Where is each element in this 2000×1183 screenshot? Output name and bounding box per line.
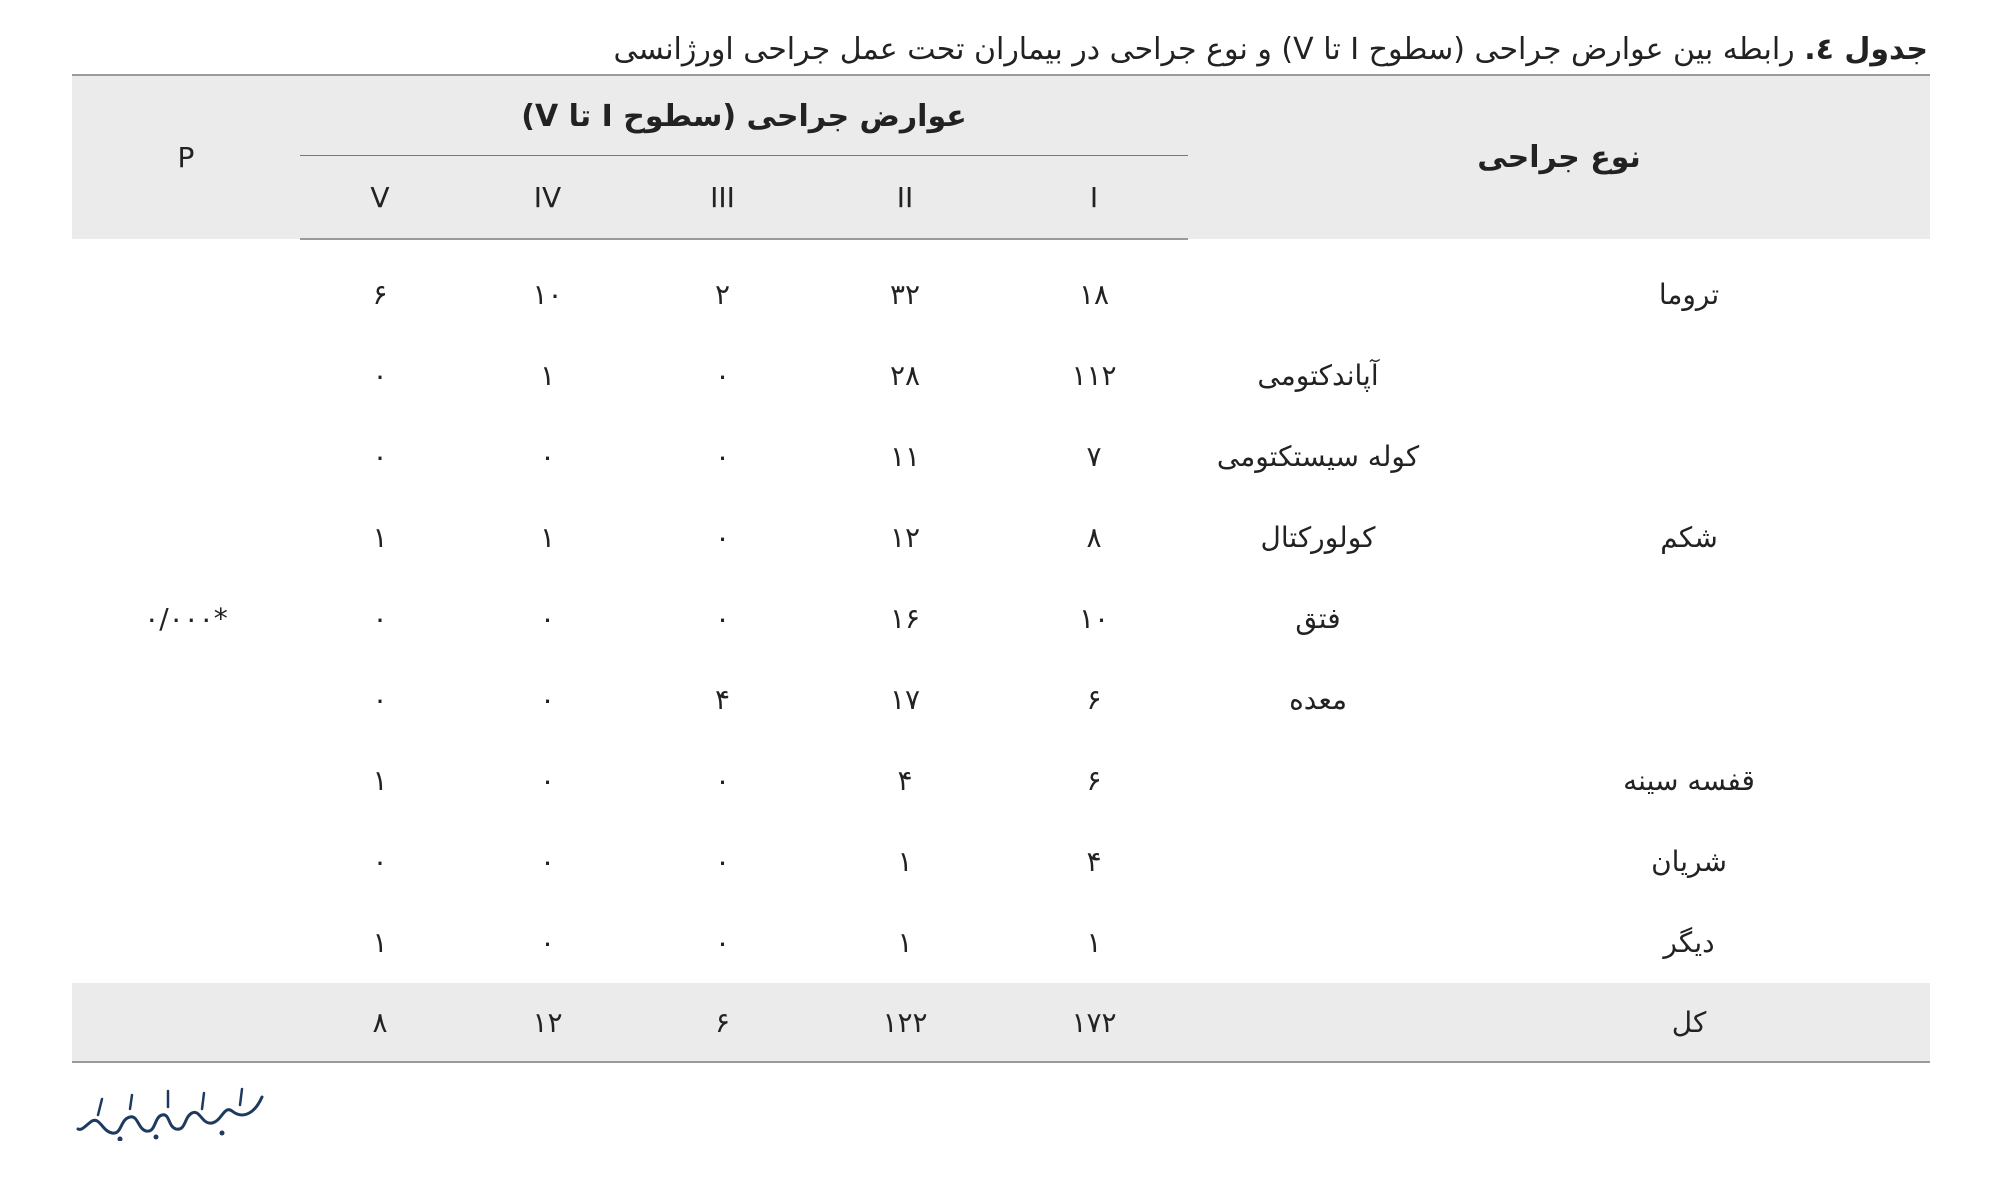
cell-i: ۶ <box>1086 683 1102 716</box>
cell-iv: ۰ <box>539 764 556 797</box>
total-iii: ۶ <box>635 983 810 1062</box>
cell-v: ۰ <box>372 683 388 716</box>
cell-i: ۴ <box>1086 845 1102 878</box>
cell-ii: ۳۲ <box>889 278 921 311</box>
category-cell <box>1448 578 1930 659</box>
total-i: ۱۷۲ <box>1000 983 1188 1062</box>
cell-ii: ۱۲ <box>889 521 921 554</box>
subcategory-cell: آپاندکتومی <box>1257 359 1379 392</box>
cell-iii: ۰ <box>714 926 731 959</box>
cell-iv: ۱ <box>539 359 556 392</box>
table-row <box>72 821 1930 902</box>
results-table <box>72 74 1930 1063</box>
cell-i: ۶ <box>1086 764 1102 797</box>
category-cell <box>1448 416 1930 497</box>
group-underline <box>300 155 1188 156</box>
cell-iii: ۰ <box>714 521 731 554</box>
logo-dot <box>220 1131 225 1136</box>
cell-ii: ۱۱ <box>889 440 921 473</box>
logo-stroke-accent <box>98 1089 242 1115</box>
subcategory-cell <box>1188 821 1448 902</box>
subcategory-cell <box>1188 740 1448 821</box>
results-table-wrapper <box>72 74 1930 1063</box>
total-label: کل <box>1448 983 1930 1062</box>
cell-iii: ۰ <box>714 440 731 473</box>
p-value-cell: ۰/۰۰۰* <box>144 601 228 635</box>
cell-ii: ۱ <box>897 845 913 878</box>
category-cell: شکم <box>1660 521 1718 554</box>
category-cell: قفسه سینه <box>1623 764 1755 797</box>
table-caption <box>68 28 1928 72</box>
cell-ii: ۱ <box>897 926 913 959</box>
level-header-ii: II <box>810 156 1000 239</box>
cell-v: ۰ <box>372 602 388 635</box>
cell-v: ۱ <box>372 521 388 554</box>
cell-iii: ۰ <box>714 845 731 878</box>
journal-logo-signature <box>72 1075 272 1141</box>
level-header-v: V <box>300 156 460 239</box>
level-header-i: I <box>1000 156 1188 239</box>
surgery-type-header: نوع جراحی <box>1188 75 1930 239</box>
subcategory-cell <box>1188 239 1448 335</box>
cell-i: ۸ <box>1086 521 1102 554</box>
caption-text: رابطه بین عوارض جراحی (سطوح I تا V) و نوع جراحی در بیماران تحت عمل جراحی اورژانسی <box>613 32 1805 67</box>
cell-ii: ۲۸ <box>889 359 921 392</box>
table-row <box>72 659 1930 740</box>
subcategory-cell: فتق <box>1295 602 1341 635</box>
logo-stroke <box>78 1097 262 1133</box>
cell-ii: ۱۷ <box>889 683 921 716</box>
total-sub-cell <box>1188 983 1448 1062</box>
total-ii: ۱۲۲ <box>810 983 1000 1062</box>
table-body <box>72 239 1930 1062</box>
subcategory-cell: کوله سیستکتومی <box>1216 440 1420 473</box>
subcategory-cell: کولورکتال <box>1260 521 1376 554</box>
cell-iv: ۰ <box>539 845 556 878</box>
cell-iii: ۴ <box>714 683 731 716</box>
total-v: ۸ <box>300 983 460 1062</box>
table-row <box>72 902 1930 983</box>
cell-v: ۱ <box>372 764 388 797</box>
category-cell: شریان <box>1651 845 1727 878</box>
cell-v: ۰ <box>372 359 388 392</box>
cell-i: ۱۱۲ <box>1071 359 1117 392</box>
p-header: P <box>72 75 300 239</box>
category-cell <box>1448 335 1930 416</box>
cell-iii: ۰ <box>714 764 731 797</box>
cell-iii: ۰ <box>714 602 731 635</box>
table-row <box>72 335 1930 416</box>
table-row <box>72 497 1930 578</box>
total-row <box>72 983 1930 1062</box>
table-header <box>72 75 1930 239</box>
category-cell: تروما <box>1658 277 1720 311</box>
total-iv: ۱۲ <box>460 983 635 1062</box>
table-row <box>72 239 1930 335</box>
level-header-iii: III <box>635 156 810 239</box>
cell-i: ۱ <box>1086 926 1102 959</box>
cell-v: ۰ <box>372 845 388 878</box>
table-row <box>72 578 1930 659</box>
cell-iii: ۰ <box>714 359 731 392</box>
cell-v: ۶ <box>372 278 388 311</box>
table-row <box>72 416 1930 497</box>
table-row <box>72 740 1930 821</box>
cell-v: ۱ <box>372 926 388 959</box>
level-header-iv: IV <box>460 156 635 239</box>
logo-dot <box>118 1137 123 1142</box>
caption-lead: جدول ٤. <box>1804 32 1928 67</box>
complications-group-label: عوارض جراحی (سطوح I تا V) <box>521 98 967 134</box>
cell-ii: ۱۶ <box>889 602 921 635</box>
subcategory-cell: معده <box>1289 683 1347 716</box>
total-p-cell <box>72 983 300 1062</box>
cell-v: ۰ <box>372 440 388 473</box>
logo-dot <box>154 1135 159 1140</box>
category-cell: دیگر <box>1663 926 1715 959</box>
cell-iv: ۰ <box>539 926 556 959</box>
cell-i: ۱۸ <box>1078 278 1110 311</box>
cell-iii: ۲ <box>714 278 731 311</box>
cell-iv: ۰ <box>539 440 556 473</box>
cell-iv: ۰ <box>539 602 556 635</box>
cell-iv: ۰ <box>539 683 556 716</box>
cell-iv: ۱۰ <box>532 278 563 311</box>
subcategory-cell <box>1188 902 1448 983</box>
cell-i: ۱۰ <box>1078 602 1110 635</box>
cell-iv: ۱ <box>539 521 556 554</box>
cell-ii: ۴ <box>897 764 913 797</box>
cell-i: ۷ <box>1086 440 1102 473</box>
category-cell <box>1448 659 1930 740</box>
complications-group-header <box>300 75 1188 156</box>
